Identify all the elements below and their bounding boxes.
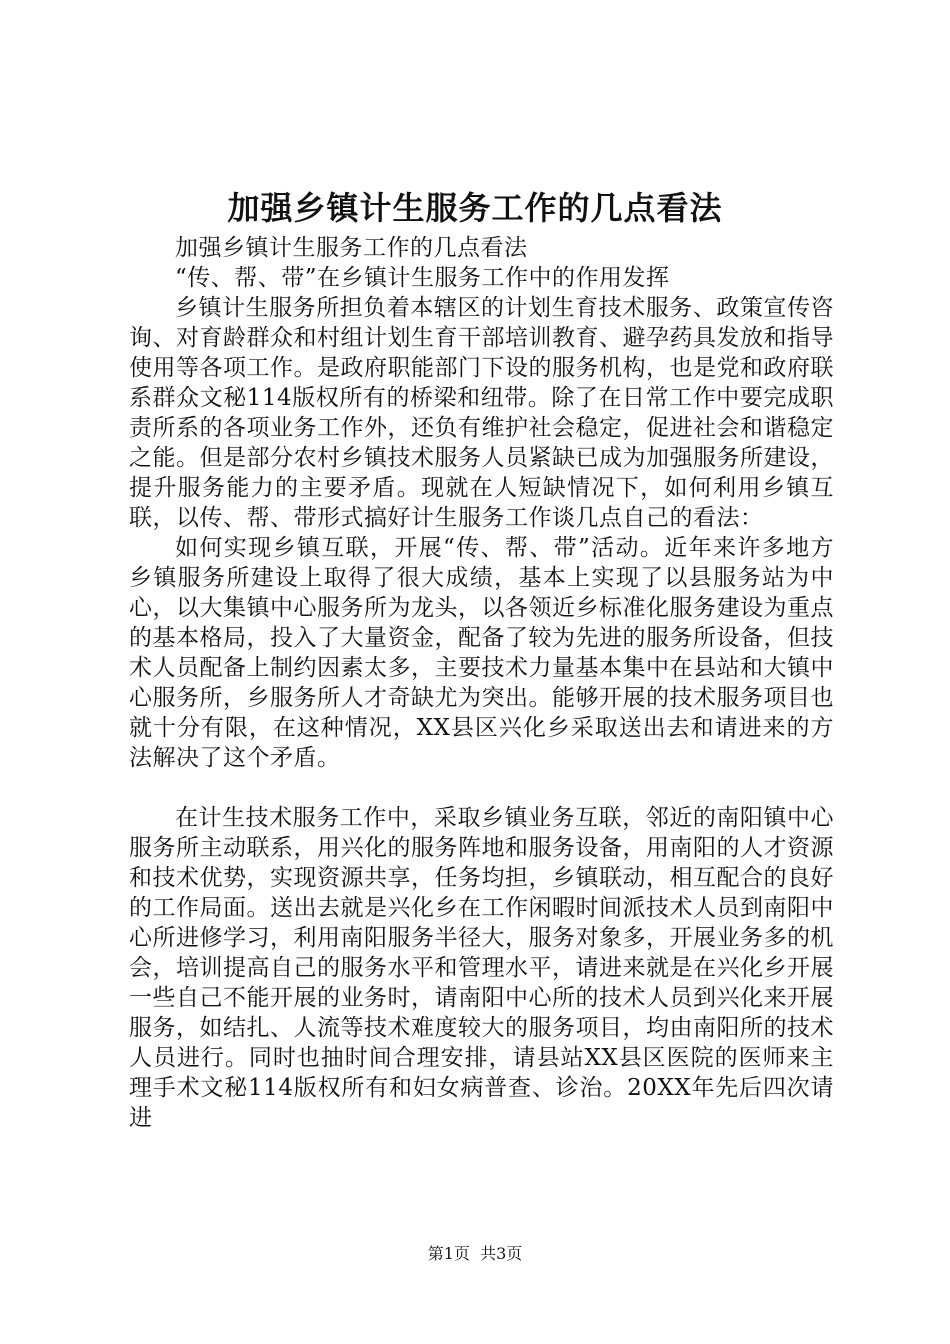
document-body [129,233,834,1133]
body-paragraph: 如何实现乡镇互联，开展“传、帮、带”活动。近年来许多地方乡镇服务所建设上取得了很大成绩，基本上实现了以县服务站为中心，以大集镇中心服务所为龙头，以各领近乡标准化服务建设为重点的基本格局，投入了大量资金，配备了较为先进的服务所设备，但技术人员配备上制约因素太多，主要技术力量基本集中在县站和大镇中心服务所，乡服务所人才奇缺尤为突出。能够开展的技术服务项目也就十分有限，在这种情况，XX县区兴化乡采取送出去和请进来的方法解决了这个矛盾。 [129,535,834,771]
section-heading-paragraph: “传、帮、带”在乡镇计生服务工作中的作用发挥 [175,265,670,291]
body-paragraph: 在计生技术服务工作中，采取乡镇业务互联，邻近的南阳镇中心服务所主动联系，用兴化的服务阵地和服务设备，用南阳的人才资源和技术优势，实现资源共享，任务均担，乡镇联动，相互配合的良好的工作局面。送出去就是兴化乡在工作闲暇时间派技术人员到南阳中心所进修学习，利用南阳服务半径大，服务对象多，开展业务多的机会，培训提高自己的服务水平和管理水平，请进来就是在兴化乡开展一些自己不能开展的业务时，请南阳中心所的技术人员到兴化来开展服务，如结扎、人流等技术难度较大的服务项目，均由南阳所的技术人员进行。同时也抽时间合理安排，请县站XX县区医院的医师来主理手术文秘114版权所有和妇女病普查、诊治。20XX年先后四次请进 [129,805,834,1131]
page-footer [0,1243,950,1265]
subtitle-paragraph: 加强乡镇计生服务工作的几点看法 [175,235,528,261]
document-title: 加强乡镇计生服务工作的几点看法 [227,189,723,227]
page-number: 第1页 共3页 [427,1244,523,1263]
body-paragraph: 乡镇计生服务所担负着本辖区的计划生育技术服务、政策宣传咨询、对育龄群众和村组计划生育干部培训教育、避孕药具发放和指导使用等各项工作。是政府职能部门下设的服务机构，也是党和政府联系群众文秘114版权所有的桥梁和纽带。除了在日常工作中要完成职责所系的各项业务工作外，还负有维护社会稳定，促进社会和谐稳定之能。但是部分农村乡镇技术服务人员紧缺已成为加强服务所建设，提升服务能力的主要矛盾。现就在人短缺情况下，如何利用乡镇互联，以传、帮、带形式搞好计生服务工作谈几点自己的看法： [129,295,834,531]
